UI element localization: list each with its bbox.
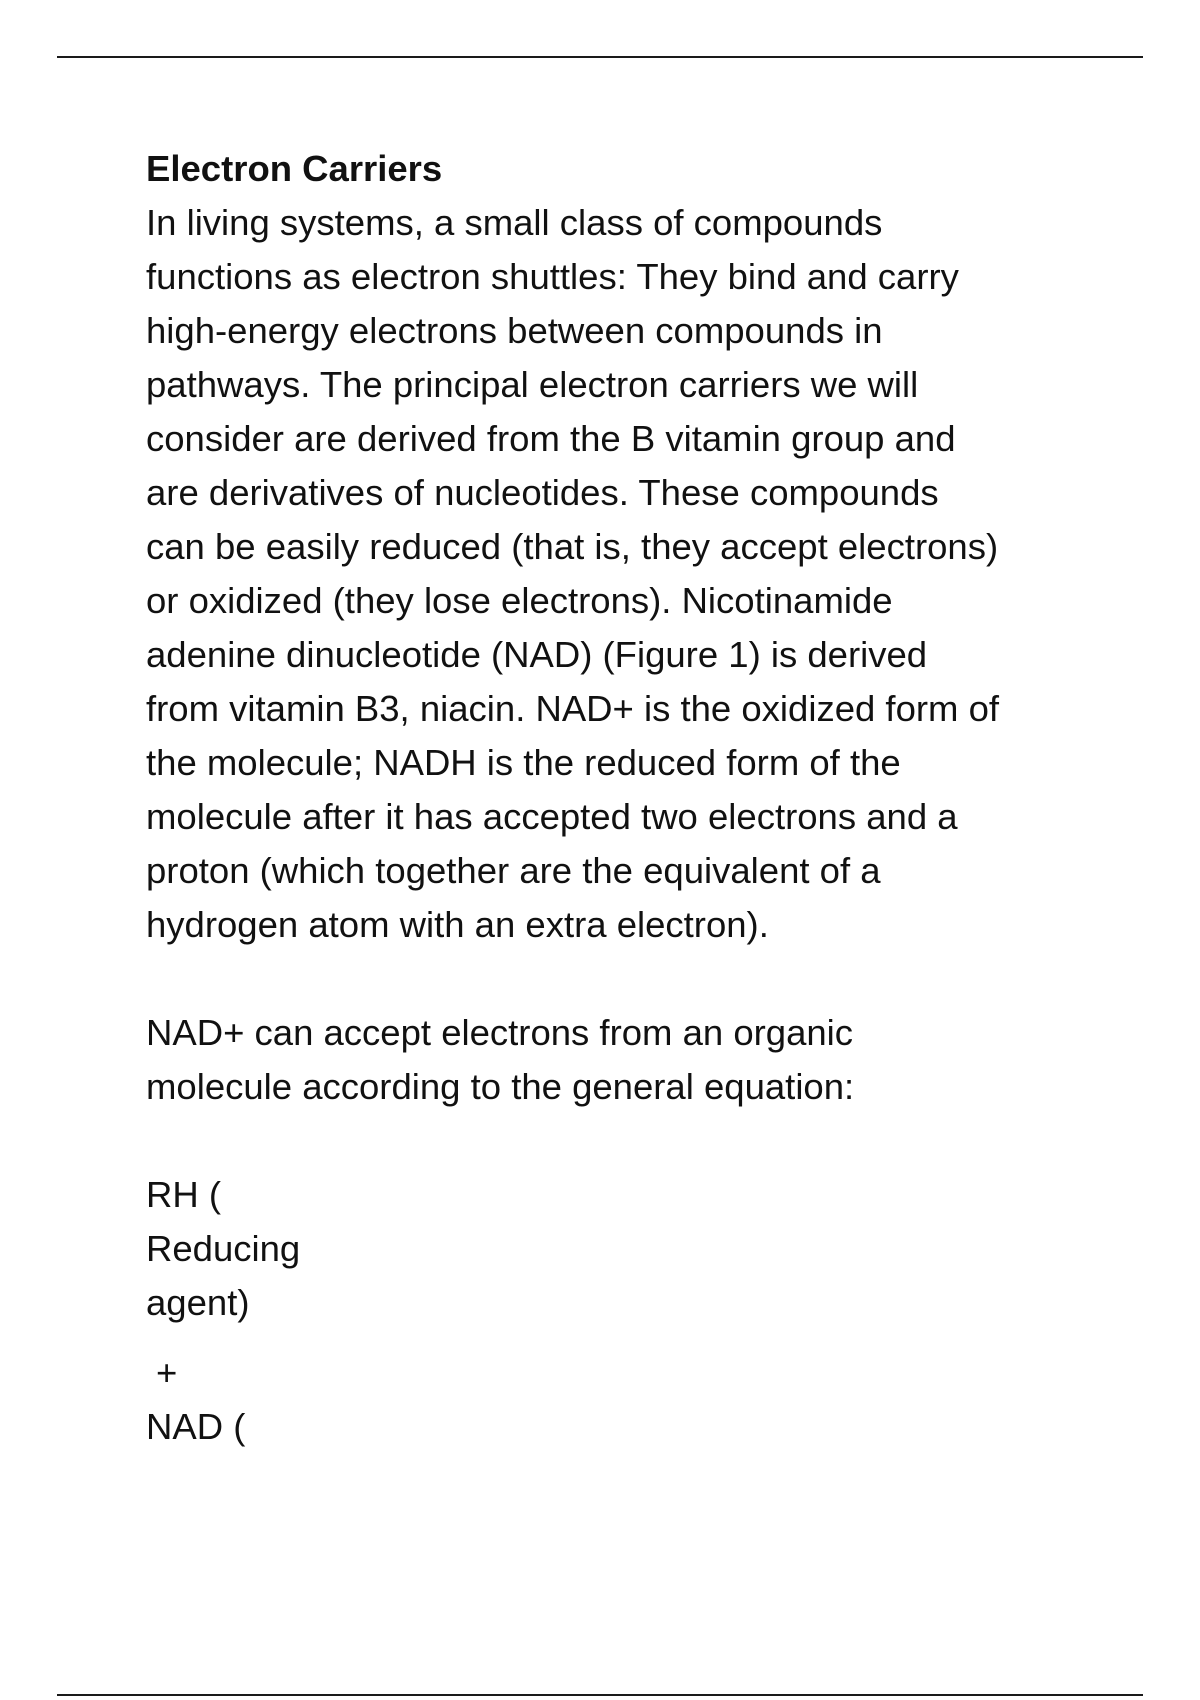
equation-plus-sign: +	[156, 1352, 178, 1393]
section-title: Electron Carriers	[146, 148, 443, 189]
equation-agent-label: agent)	[146, 1282, 250, 1323]
paragraph-nad-equation-intro: NAD+ can accept electrons from an organic molecule according to the general equation:	[146, 1012, 855, 1107]
bottom-divider	[57, 1694, 1143, 1696]
general-equation	[146, 1168, 1146, 1454]
paragraph-electron-carriers: In living systems, a small class of compounds functions as electron shuttles: They bind and carry high-energy electrons between compounds in pathways. The principal electron carriers we will consider are derived from the B vitamin group and are derivatives of nucleotides. These compounds can be easily reduced (that is, they accept electrons) or oxidized (they lose electrons). Nicotinamide adenine dinucleotide (NAD) (Figure 1) is derived from vitamin B3, niacin. NAD+ is the oxidized form of the molecule; NADH is the reduced form of the molecule after it has accepted two electrons and a proton (which together are the equivalent of a hydrogen atom with an extra electron).	[146, 202, 1000, 945]
top-divider	[57, 56, 1143, 58]
equation-reducing-label: Reducing	[146, 1228, 301, 1269]
equation-reactant-nad: NAD (	[146, 1406, 246, 1447]
equation-reactant-rh: RH (	[146, 1174, 222, 1215]
document-body	[146, 142, 1146, 1454]
